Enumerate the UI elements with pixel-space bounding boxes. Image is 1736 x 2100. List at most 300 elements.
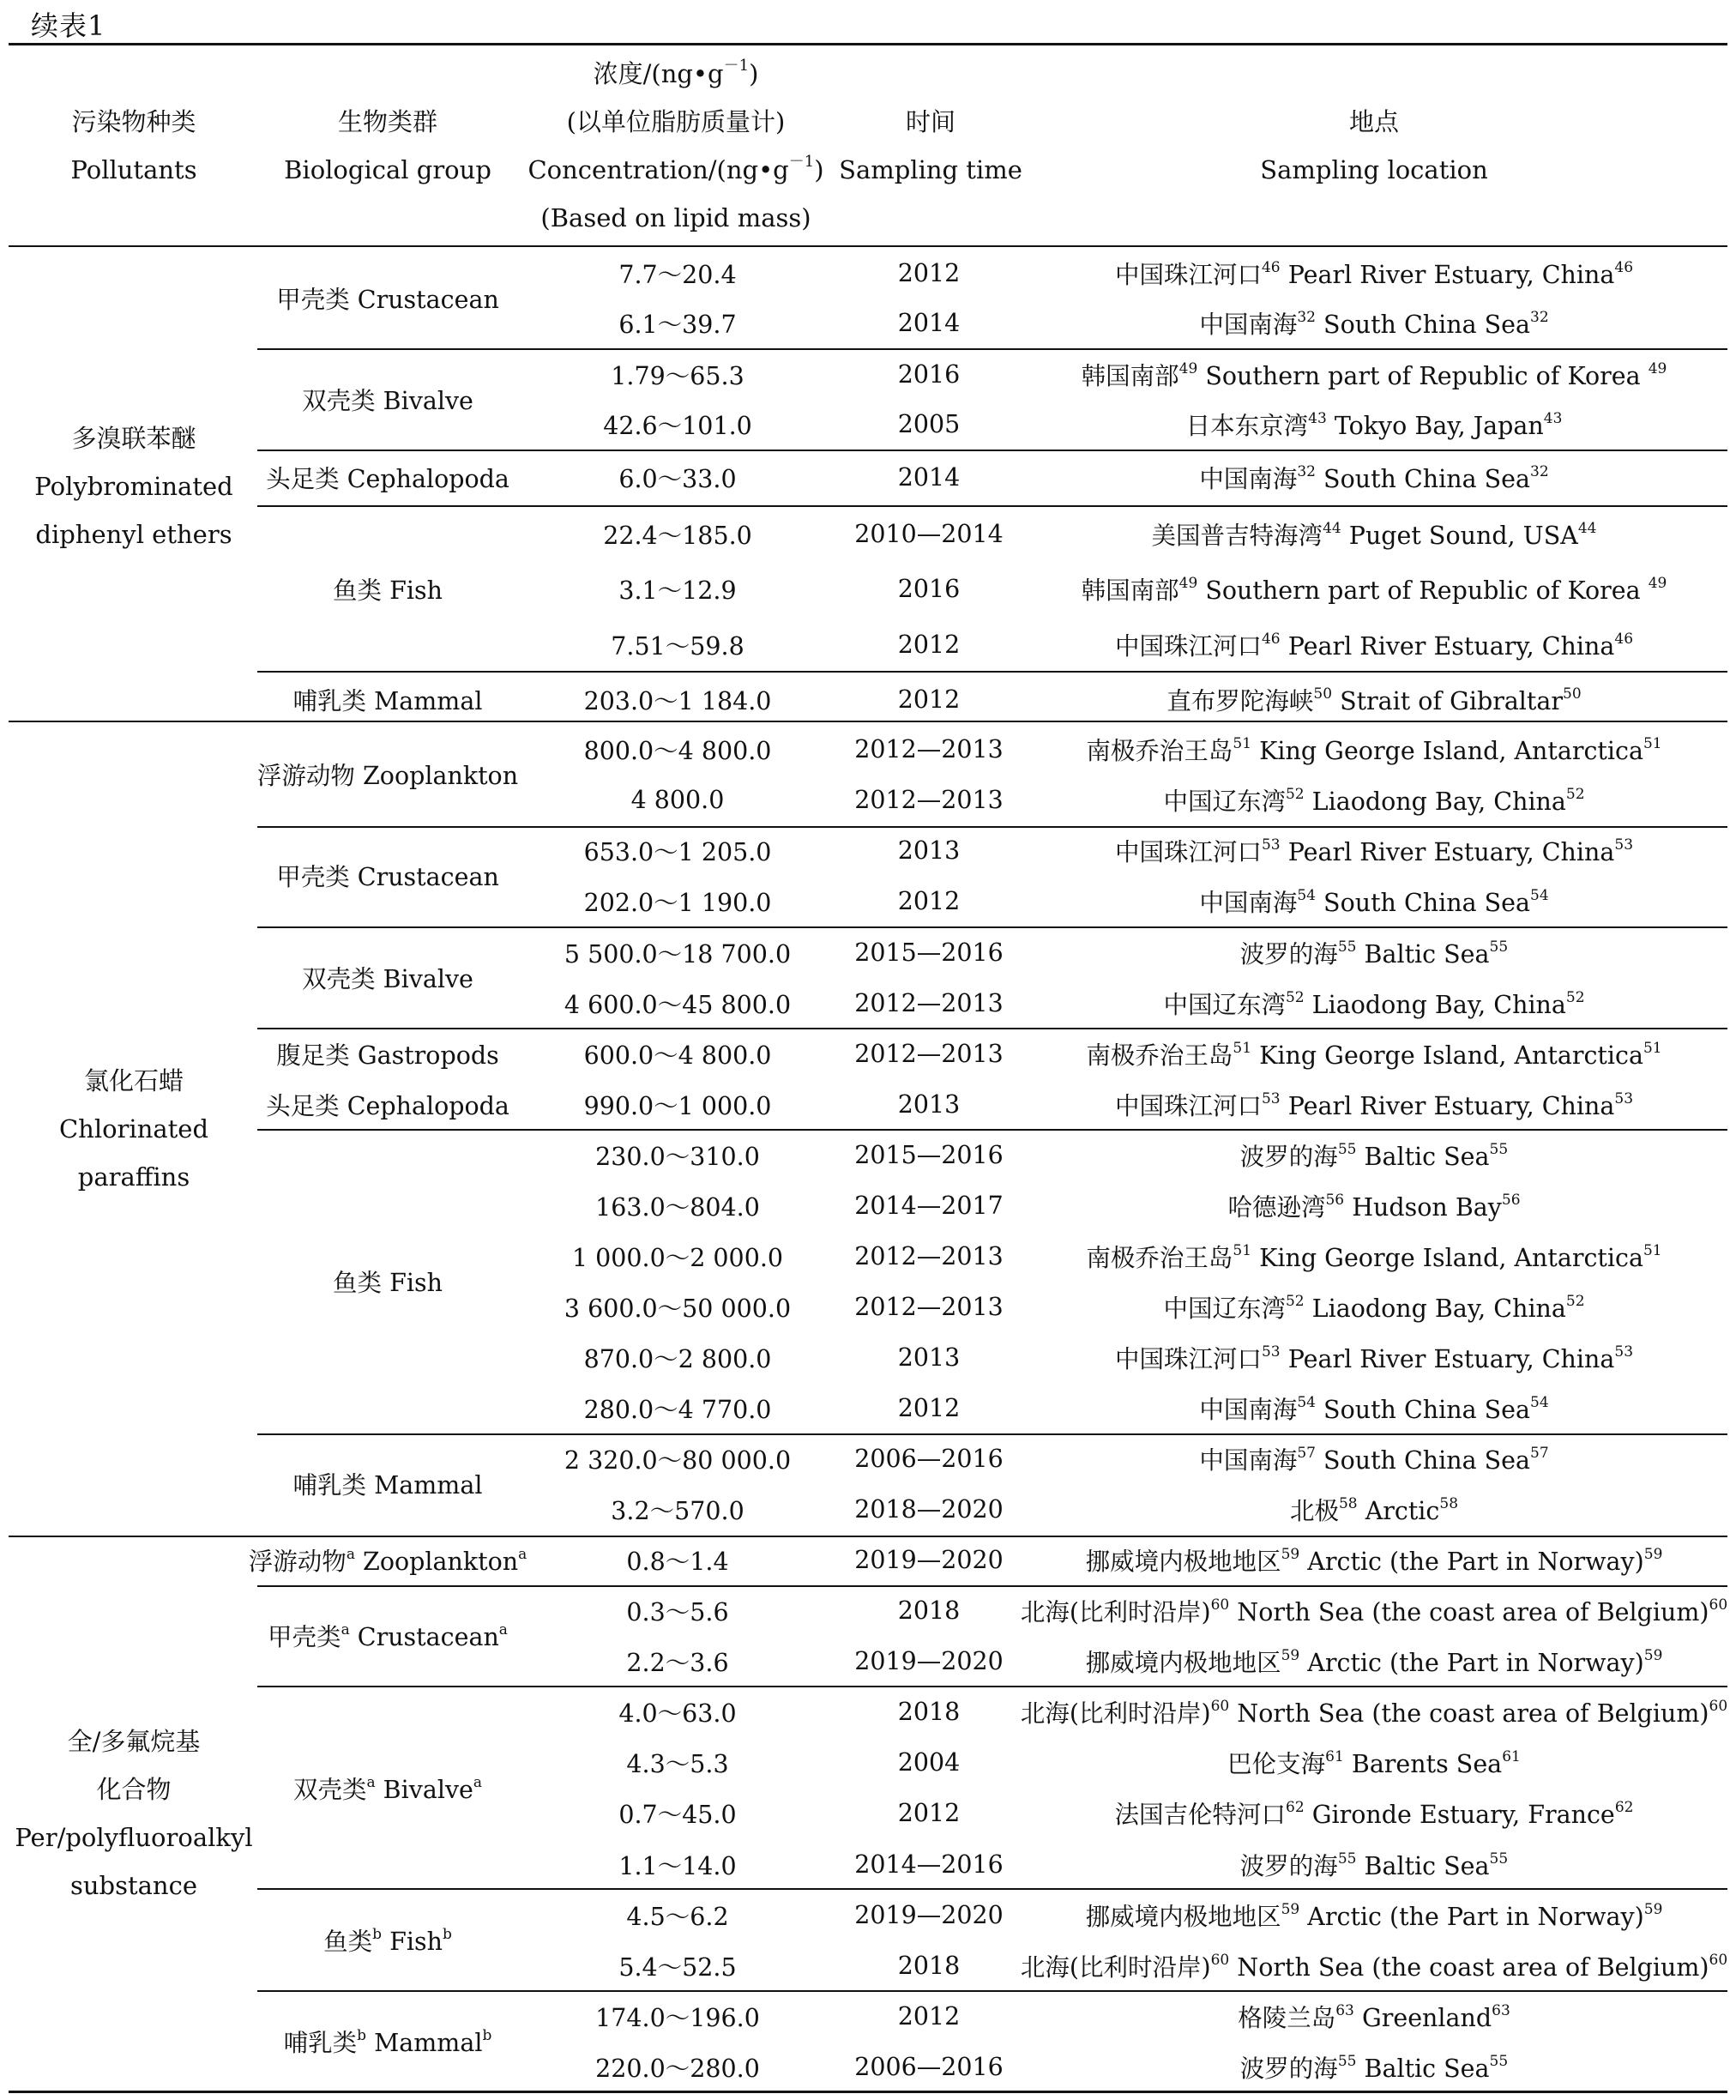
location-en: South China Sea [1323, 1445, 1531, 1475]
location-en: Southern part of Republic of Korea [1205, 576, 1649, 605]
location-text [1240, 1847, 1508, 1882]
group-en-mark: b [482, 2027, 492, 2044]
concentration-cell [518, 877, 837, 925]
biological-group-text [249, 1542, 527, 1578]
location-cn: 中国南海 [1199, 1395, 1298, 1424]
group-cn: 哺乳类 [292, 686, 367, 715]
concentration-cell [518, 1586, 837, 1634]
location-cn-ref: 55 [1337, 938, 1357, 956]
concentration-cell [518, 1333, 837, 1381]
sampling-location-cell [1016, 775, 1733, 824]
location-en-ref: 51 [1643, 1241, 1662, 1259]
concentration-value: 280.0～4 770.0 [583, 1395, 772, 1424]
sampling-location-cell [1016, 510, 1733, 558]
biological-group-cell [254, 675, 521, 723]
location-text [1082, 571, 1667, 606]
concentration-value: 42.6～101.0 [603, 411, 752, 440]
concentration-value: 6.1～39.7 [618, 310, 737, 339]
location-cn: 南极乔治王岛 [1086, 1041, 1233, 1070]
concentration-value: 800.0～4 800.0 [583, 736, 772, 765]
sampling-time-value: 2015—2016 [854, 1140, 1004, 1169]
concentration-value: 4.0～63.0 [618, 1699, 737, 1728]
location-text [1199, 1441, 1548, 1476]
concentration-cell [518, 1080, 837, 1128]
concentration-cell [518, 510, 837, 558]
location-en: Hudson Bay [1352, 1192, 1502, 1222]
location-en-ref: 61 [1502, 1747, 1521, 1765]
concentration-cell [518, 1384, 837, 1432]
biological-group-cell [254, 1258, 521, 1306]
group-en: Fish [389, 1269, 443, 1297]
location-text [1086, 1239, 1661, 1274]
concentration-value: 5 500.0～18 700.0 [564, 939, 792, 969]
location-en: Liaodong Bay, China [1311, 990, 1566, 1019]
location-text [1163, 1289, 1584, 1325]
biological-group-text [276, 1036, 498, 1071]
sampling-time-value: 2012 [897, 1393, 961, 1422]
biological-group-cell [248, 1536, 527, 1584]
group-en: Crustacean [357, 863, 499, 891]
sampling-time-value: 2004 [897, 1747, 961, 1777]
group-en: Mammal [374, 1471, 483, 1500]
location-en-ref: 59 [1643, 1900, 1663, 1918]
group-cn: 腹足类 [276, 1041, 350, 1070]
concentration-value: 3.1～12.9 [618, 576, 737, 605]
sampling-time-cell [830, 1029, 1028, 1077]
location-en-ref: 52 [1565, 1292, 1585, 1310]
group-en: Zooplankton [363, 1547, 519, 1576]
group-cn-mark: a [346, 1545, 355, 1563]
sampling-time-cell [830, 1282, 1028, 1331]
sampling-time-cell [830, 1232, 1028, 1280]
location-en: Liaodong Bay, China [1311, 1294, 1566, 1323]
location-en: Pearl River Estuary, China [1287, 260, 1615, 289]
location-cn-ref: 53 [1261, 836, 1281, 854]
biological-group-text [333, 571, 443, 606]
biological-group-cell [254, 453, 521, 501]
header-location [1012, 98, 1736, 194]
group-divider-rule [257, 450, 1727, 451]
sampling-time-value: 2018—2020 [854, 1494, 1004, 1524]
concentration-value: 7.51～59.8 [611, 631, 744, 661]
location-cn-ref: 46 [1261, 630, 1281, 648]
sampling-location-cell [1016, 564, 1733, 612]
sampling-time-cell [830, 350, 1028, 398]
location-text [1163, 782, 1584, 818]
sampling-location-cell [1016, 1232, 1733, 1280]
location-cn: 挪威境内极地地区 [1085, 1648, 1281, 1677]
concentration-cell [518, 1282, 837, 1331]
sampling-location-cell [1016, 1586, 1733, 1634]
location-cn: 中国辽东湾 [1163, 1294, 1286, 1323]
header-group [254, 98, 521, 194]
pollutant-name-line: Per/polyfluoroalkyl [15, 1822, 253, 1852]
location-en-ref: 44 [1577, 519, 1597, 537]
sampling-time-value: 2012—2013 [854, 1292, 1004, 1321]
biological-group-text [293, 1771, 482, 1806]
header-group-cn: 生物类群 [337, 107, 437, 136]
concentration-cell [518, 564, 837, 612]
concentration-cell [518, 775, 837, 824]
location-cn-ref: 58 [1338, 1494, 1358, 1512]
biological-group-cell [254, 954, 521, 1002]
header-conc-line1: 浓度$/(ng•g^{-1})$ [593, 57, 759, 88]
group-en-mark: a [473, 1773, 483, 1791]
biological-group-cell [254, 565, 521, 613]
sampling-time-cell [830, 775, 1028, 824]
biological-group-text [333, 1264, 443, 1299]
concentration-value: 3.2～570.0 [611, 1496, 744, 1525]
location-cn-ref: 52 [1285, 1292, 1305, 1310]
sampling-location-cell [1016, 1282, 1733, 1331]
sampling-time-cell [830, 826, 1028, 874]
concentration-cell [518, 979, 837, 1027]
location-en: Pearl River Estuary, China [1287, 631, 1615, 661]
location-en: North Sea (the coast area of Belgium) [1237, 1952, 1709, 1982]
group-cn: 甲壳类 [276, 863, 350, 891]
concentration-value: 4 800.0 [630, 785, 725, 814]
location-en: Puget Sound, USA [1348, 521, 1578, 550]
biological-group-cell [254, 852, 521, 900]
sampling-location-cell [1016, 1891, 1733, 1939]
location-cn-ref: 59 [1281, 1646, 1300, 1664]
location-en: Liaodong Bay, China [1311, 787, 1566, 816]
location-text [1199, 460, 1548, 495]
location-en-ref: 49 [1648, 574, 1667, 592]
sampling-time-value: 2015—2016 [854, 938, 1004, 967]
sampling-time-cell [830, 725, 1028, 773]
location-cn: 中国珠江河口 [1114, 1344, 1262, 1373]
location-cn: 韩国南部 [1081, 576, 1179, 605]
location-cn-ref: 61 [1325, 1747, 1344, 1765]
location-cn: 中国辽东湾 [1163, 787, 1286, 816]
location-cn: 挪威境内极地地区 [1085, 1547, 1281, 1576]
sampling-time-value: 2012 [897, 685, 961, 714]
sampling-time-value: 2014 [897, 462, 961, 492]
header-conc-line3: Concentration/$(ng•g^{-1})$ [527, 153, 824, 184]
location-text [1152, 516, 1597, 552]
pollutant-name-line: 多溴联苯醚 [71, 423, 196, 453]
group-cn: 鱼类 [333, 576, 383, 605]
concentration-value: 600.0～4 800.0 [583, 1041, 772, 1070]
location-cn-ref: 46 [1261, 258, 1281, 276]
group-en: Cephalopoda [347, 464, 509, 493]
biological-group-text [323, 1922, 452, 1958]
location-en-ref: 49 [1648, 359, 1667, 377]
group-cn: 甲壳类 [268, 1623, 341, 1651]
sampling-time-cell [830, 453, 1028, 501]
location-en: South China Sea [1323, 464, 1531, 493]
location-cn-ref: 44 [1323, 519, 1341, 537]
location-cn-ref: 51 [1233, 1241, 1252, 1259]
location-en-ref: 54 [1530, 1393, 1549, 1411]
location-en: Pearl River Estuary, China [1287, 1091, 1615, 1120]
concentration-value: 174.0～196.0 [595, 2003, 760, 2032]
group-divider-rule [257, 1888, 1727, 1890]
sampling-time-value: 2019—2020 [854, 1646, 1004, 1675]
concentration-cell [518, 1891, 837, 1939]
biological-group-text [293, 682, 483, 717]
sampling-location-cell [1016, 1992, 1733, 2040]
location-en: Barents Sea [1351, 1749, 1503, 1778]
location-en: Baltic Sea [1364, 1142, 1490, 1171]
location-en: Tokyo Bay, Japan [1334, 411, 1544, 440]
location-cn: 直布罗陀海峡 [1166, 686, 1314, 715]
pollutant-cell [0, 1717, 268, 1910]
location-en-ref: 55 [1489, 1140, 1509, 1158]
sampling-time-cell [830, 249, 1028, 297]
location-en: Pearl River Estuary, China [1287, 1344, 1615, 1373]
location-en: Baltic Sea [1364, 2054, 1490, 2083]
location-cn-ref: 52 [1285, 988, 1305, 1006]
header-pollutant-en: Pollutants [70, 155, 197, 184]
location-en: Arctic (the Part in Norway) [1307, 1547, 1644, 1576]
location-en: Arctic [1365, 1496, 1440, 1525]
location-cn: 波罗的海 [1239, 1142, 1338, 1171]
location-cn: 南极乔治王岛 [1086, 1243, 1233, 1272]
location-cn: 美国普吉特海湾 [1151, 521, 1323, 550]
biological-group-text [268, 1618, 508, 1653]
concentration-cell [518, 2043, 837, 2091]
location-en: South China Sea [1323, 310, 1531, 339]
biological-group-cell [254, 274, 521, 322]
location-cn: 中国南海 [1199, 310, 1298, 339]
sampling-location-cell [1016, 1333, 1733, 1381]
concentration-value: 4 600.0～45 800.0 [564, 990, 792, 1019]
sampling-time-cell [830, 2043, 1028, 2091]
concentration-cell [518, 350, 837, 398]
biological-group-cell [254, 1460, 521, 1508]
pollutant-name-line: 氯化石蜡 [83, 1066, 184, 1095]
group-cn-mark: b [357, 2027, 367, 2044]
biological-group-text [266, 1087, 509, 1122]
location-text [1086, 1898, 1663, 1933]
location-cn: 中国南海 [1199, 1445, 1298, 1475]
bottom-rule [9, 2091, 1727, 2093]
sampling-time-cell [830, 299, 1028, 347]
concentration-cell [518, 1840, 837, 1888]
concentration-cell [518, 1789, 837, 1837]
group-cn-mark: a [341, 1621, 350, 1638]
sampling-time-cell [830, 1485, 1028, 1533]
concentration-value: 7.7～20.4 [618, 260, 737, 289]
sampling-time-cell [830, 1080, 1028, 1128]
location-cn: 中国珠江河口 [1114, 260, 1262, 289]
group-cn: 浮游动物 [256, 762, 355, 790]
sampling-location-cell [1016, 1434, 1733, 1482]
biological-group-text [293, 1466, 483, 1501]
concentration-cell [518, 1637, 837, 1685]
biological-group-cell [254, 1764, 521, 1812]
location-cn: 韩国南部 [1081, 361, 1179, 390]
biological-group-text [302, 960, 473, 995]
location-en-ref: 46 [1614, 258, 1634, 276]
sampling-location-cell [1016, 1687, 1733, 1735]
location-cn-ref: 32 [1297, 462, 1316, 480]
group-cn-mark: b [372, 1926, 383, 1943]
sampling-time-value: 2012 [897, 886, 961, 915]
location-cn-ref: 53 [1261, 1343, 1281, 1361]
location-en: Baltic Sea [1364, 939, 1490, 969]
header-conc-line2: (以单位脂肪质量计) [566, 107, 786, 136]
concentration-cell [518, 1941, 837, 1989]
concentration-cell [518, 1485, 837, 1533]
pollutant-name-line: Polybrominated [34, 471, 233, 501]
location-text [1086, 1542, 1663, 1578]
group-en: Bivalve [383, 1775, 473, 1804]
header-time [823, 98, 1038, 194]
concentration-value: 1.1～14.0 [618, 1851, 737, 1880]
group-en: Bivalve [383, 965, 473, 993]
sampling-time-value: 2018 [897, 1951, 961, 1980]
concentration-cell [518, 1131, 837, 1179]
sampling-time-value: 2005 [897, 409, 961, 438]
location-cn: 日本东京湾 [1185, 411, 1309, 440]
sampling-time-cell [830, 564, 1028, 612]
table-caption: 续表1 [31, 9, 106, 42]
location-text [1086, 1644, 1663, 1679]
sampling-location-cell [1016, 675, 1733, 723]
location-en-ref: 62 [1614, 1798, 1634, 1816]
group-cn-mark: a [366, 1773, 376, 1791]
sampling-location-cell [1016, 249, 1733, 297]
location-text [1290, 1492, 1458, 1527]
sampling-time-value: 2018 [897, 1697, 961, 1726]
sampling-time-cell [830, 1586, 1028, 1634]
sampling-time-value: 2006—2016 [854, 1444, 1004, 1473]
location-en-ref: 55 [1489, 2052, 1509, 2070]
location-cn-ref: 53 [1261, 1089, 1281, 1107]
pollutant-name-line: diphenyl ethers [35, 519, 232, 549]
biological-group-cell [254, 751, 521, 799]
location-cn: 法国吉伦特河口 [1114, 1800, 1287, 1829]
location-cn-ref: 49 [1178, 359, 1198, 377]
sampling-time-value: 2019—2020 [854, 1900, 1004, 1929]
location-cn-ref: 49 [1178, 574, 1198, 592]
location-text [1199, 1391, 1548, 1426]
group-en: Gastropods [357, 1041, 499, 1070]
group-cn: 鱼类 [323, 1928, 373, 1956]
sampling-location-cell [1016, 1181, 1733, 1229]
location-cn-ref: 56 [1325, 1191, 1345, 1209]
sampling-time-cell [830, 979, 1028, 1027]
location-en-ref: 52 [1565, 988, 1585, 1006]
sampling-time-cell [830, 1181, 1028, 1229]
sampling-location-cell [1016, 400, 1733, 448]
location-cn: 波罗的海 [1239, 2054, 1338, 2083]
pollutant-name-line: substance [69, 1870, 198, 1900]
concentration-value: 203.0～1 184.0 [583, 686, 772, 715]
location-en-ref: 50 [1563, 685, 1582, 703]
location-cn-ref: 51 [1233, 734, 1252, 752]
concentration-value: 5.4～52.5 [618, 1952, 737, 1982]
sampling-time-cell [830, 1941, 1028, 1989]
location-en-ref: 46 [1614, 630, 1634, 648]
location-text [1021, 1948, 1727, 1983]
pollutant-name-line: 化合物 [96, 1774, 172, 1804]
location-text [1082, 357, 1667, 392]
sampling-location-cell [1016, 1738, 1733, 1786]
sampling-time-cell [830, 675, 1028, 723]
location-en-ref: 56 [1501, 1191, 1521, 1209]
biological-group-text [284, 2024, 492, 2059]
location-text [1115, 627, 1633, 662]
sampling-time-value: 2010—2014 [854, 519, 1004, 548]
sampling-time-value: 2012—2013 [854, 785, 1004, 814]
location-cn-ref: 63 [1335, 2001, 1354, 2019]
concentration-value: 220.0～280.0 [595, 2054, 760, 2083]
location-cn-ref: 60 [1210, 1697, 1230, 1715]
sampling-time-cell [830, 1891, 1028, 1939]
location-cn-ref: 62 [1286, 1798, 1305, 1816]
location-en: Greenland [1361, 2003, 1492, 2032]
biological-group-cell [254, 375, 521, 423]
location-cn: 格陵兰岛 [1238, 2003, 1336, 2032]
location-en-ref: 32 [1530, 462, 1549, 480]
header-time-en: Sampling time [839, 155, 1022, 184]
sampling-time-cell [830, 1131, 1028, 1179]
location-en-ref: 60 [1709, 1596, 1728, 1614]
sampling-time-cell [830, 1333, 1028, 1381]
group-en: Fish [389, 1928, 443, 1956]
header-pollutant-cn: 污染物种类 [71, 107, 196, 136]
location-text [1086, 1036, 1661, 1071]
sampling-location-cell [1016, 1131, 1733, 1179]
concentration-cell [518, 299, 837, 347]
location-en: King George Island, Antarctica [1259, 736, 1643, 765]
concentration-cell [518, 620, 837, 668]
sampling-time-cell [830, 1384, 1028, 1432]
header-rule [9, 245, 1727, 247]
group-divider-rule [257, 671, 1727, 673]
location-cn: 中国辽东湾 [1163, 990, 1286, 1019]
sampling-time-value: 2013 [897, 1089, 961, 1119]
header-time-cn: 时间 [905, 107, 955, 136]
sampling-time-cell [830, 1840, 1028, 1888]
biological-group-text [302, 382, 473, 417]
location-cn: 北极 [1289, 1496, 1339, 1525]
location-en-ref: 53 [1614, 1089, 1634, 1107]
group-cn: 哺乳类 [283, 2029, 358, 2057]
location-en-ref: 53 [1614, 836, 1634, 854]
location-cn-ref: 57 [1297, 1444, 1316, 1462]
sampling-time-value: 2014—2016 [854, 1850, 1004, 1879]
sampling-time-value: 2012 [897, 258, 961, 287]
sampling-time-cell [830, 400, 1028, 448]
sampling-location-cell [1016, 979, 1733, 1027]
location-text [1227, 1188, 1520, 1223]
concentration-value: 2 320.0～80 000.0 [564, 1445, 792, 1475]
location-text [1240, 2049, 1508, 2085]
location-text [1240, 935, 1508, 970]
pollutant-name-line: 全/多氟烷基 [67, 1726, 201, 1756]
location-cn: 北海(比利时沿岸) [1020, 1699, 1211, 1728]
sampling-time-value: 2018 [897, 1596, 961, 1625]
pollutant-cell [0, 414, 268, 558]
location-cn-ref: 59 [1281, 1545, 1300, 1563]
location-en-ref: 59 [1643, 1545, 1663, 1563]
concentration-cell [518, 1687, 837, 1735]
location-cn-ref: 55 [1337, 1850, 1357, 1868]
sampling-time-value: 2012—2013 [854, 1241, 1004, 1270]
location-en-ref: 53 [1614, 1343, 1634, 1361]
concentration-cell [518, 1434, 837, 1482]
header-conc-line4: (Based on lipid mass) [540, 203, 811, 232]
location-cn-ref: 54 [1297, 1393, 1316, 1411]
concentration-value: 4.5～6.2 [626, 1902, 729, 1931]
concentration-value: 2.2～3.6 [626, 1648, 729, 1677]
location-cn-ref: 52 [1285, 785, 1305, 803]
